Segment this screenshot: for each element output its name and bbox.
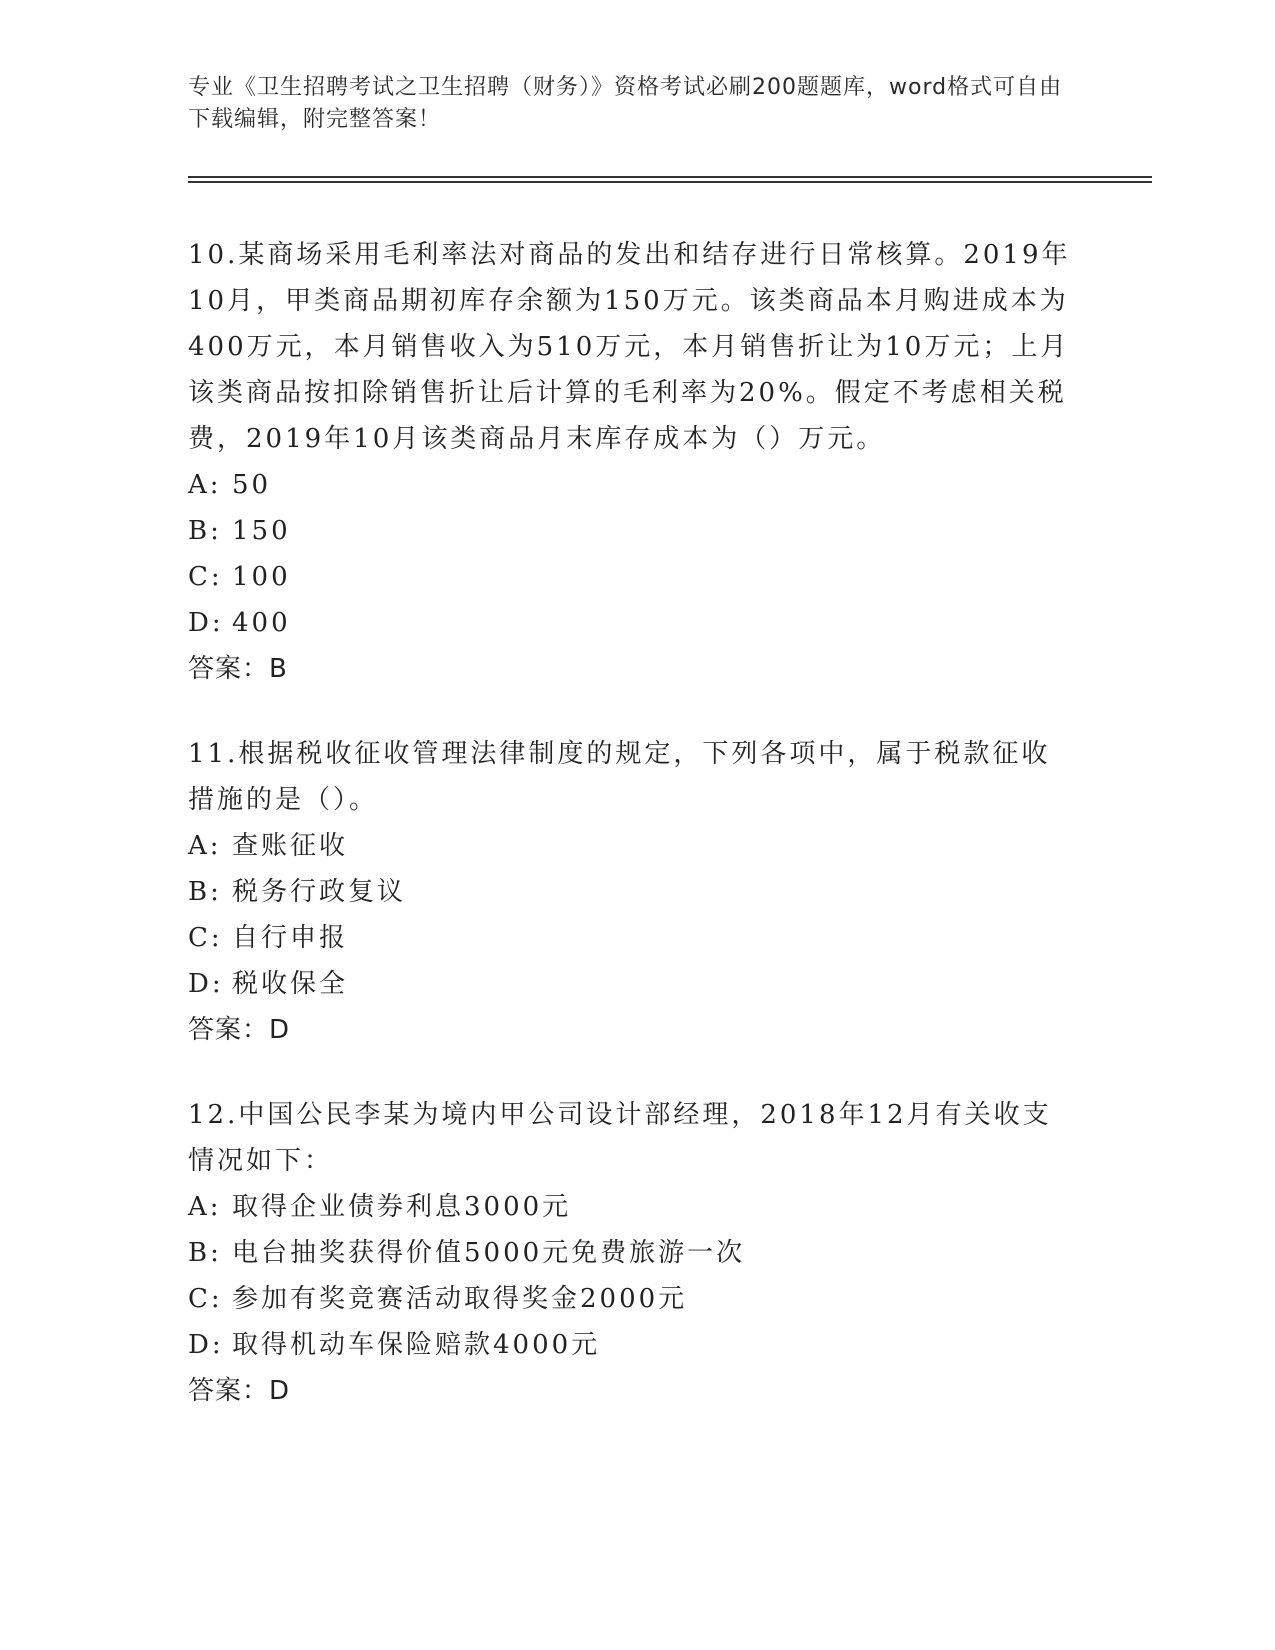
option-text: 税收保全 [232, 969, 349, 999]
option-key: C: [188, 1284, 223, 1314]
option-key: B: [188, 877, 222, 907]
question-12 [188, 1092, 1078, 1414]
option-text: 400 [232, 608, 291, 638]
option-text: 电台抽奖获得价值5000元免费旅游一次 [232, 1238, 746, 1268]
option-d [188, 961, 1078, 1007]
question-11 [188, 731, 1078, 1053]
header-rule-top [188, 176, 1152, 178]
option-a [188, 462, 1078, 508]
option-a [188, 823, 1078, 869]
option-d [188, 1322, 1078, 1368]
option-b [188, 508, 1078, 554]
question-list [188, 232, 1078, 1453]
option-a [188, 1184, 1078, 1230]
option-d [188, 600, 1078, 646]
option-key: A: [188, 470, 222, 500]
option-key: A: [188, 831, 222, 861]
question-10 [188, 232, 1078, 692]
question-stem: 11.根据税收征收管理法律制度的规定，下列各项中，属于税款征收措施的是（）。 [188, 739, 1051, 815]
option-c [188, 1276, 1078, 1322]
answer-line: 答案：B [188, 654, 288, 684]
option-text: 查账征收 [232, 831, 349, 861]
question-stem: 12.中国公民李某为境内甲公司设计部经理，2018年12月有关收支情况如下： [188, 1100, 1052, 1176]
answer-line: 答案：D [188, 1015, 291, 1045]
answer-line: 答案：D [188, 1376, 291, 1406]
header-text: 专业《卫生招聘考试之卫生招聘（财务）》资格考试必刷200题题库，word格式可自由下载编辑，附完整答案！ [188, 75, 1063, 132]
option-key: D: [188, 1330, 224, 1360]
option-key: D: [188, 969, 224, 999]
option-text: 税务行政复议 [232, 877, 407, 907]
option-key: C: [188, 562, 223, 592]
option-text: 50 [232, 470, 272, 500]
option-key: D: [188, 608, 224, 638]
option-text: 100 [232, 562, 291, 592]
header-rule-bottom [188, 181, 1152, 183]
option-key: B: [188, 516, 222, 546]
option-key: A: [188, 1192, 222, 1222]
option-text: 150 [232, 516, 291, 546]
option-key: B: [188, 1238, 222, 1268]
option-key: C: [188, 923, 223, 953]
option-text: 取得企业债券利息3000元 [232, 1192, 572, 1222]
option-c [188, 554, 1078, 600]
option-b [188, 1230, 1078, 1276]
option-text: 参加有奖竞赛活动取得奖金2000元 [232, 1284, 688, 1314]
option-c [188, 915, 1078, 961]
option-text: 取得机动车保险赔款4000元 [232, 1330, 601, 1360]
question-stem: 10.某商场采用毛利率法对商品的发出和结存进行日常核算。2019年10月，甲类商品期初库存余额为150万元。该类商品本月购进成本为400万元，本月销售收入为510万元，本月销售折让为10万元；上月该类商品按扣除销售折让后计算的毛利率为20%。假定不考虑相关税费，2019年10月该类商品月末库存成本为（）万元。 [188, 240, 1071, 454]
option-text: 自行申报 [232, 923, 349, 953]
option-b [188, 869, 1078, 915]
